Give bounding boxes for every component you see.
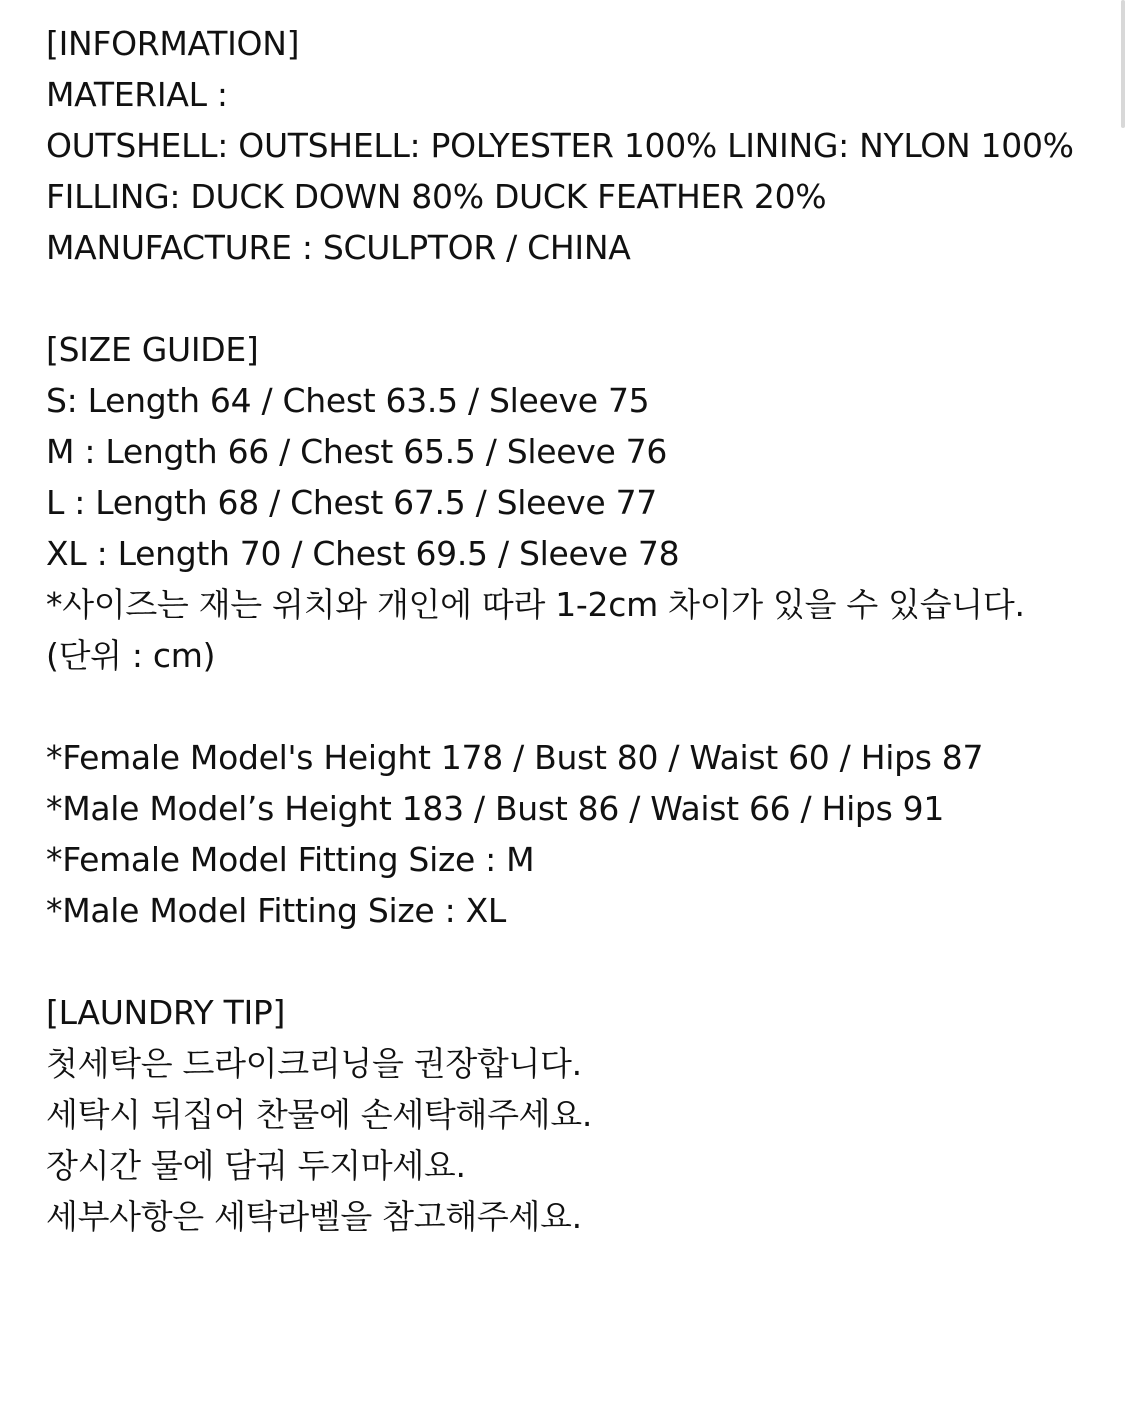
material-label: MATERIAL : xyxy=(46,75,228,114)
size-guide-section xyxy=(46,324,1086,681)
size-row-l: L : Length 68 / Chest 67.5 / Sleeve 77 xyxy=(46,483,657,522)
manufacture-line: MANUFACTURE : SCULPTOR / CHINA xyxy=(46,228,631,267)
laundry-section xyxy=(46,987,1086,1242)
size-note: *사이즈는 재는 위치와 개인에 따라 1-2cm 차이가 있을 수 있습니다. (단위 : cm) xyxy=(46,585,1025,675)
size-row-m: M : Length 66 / Chest 65.5 / Sleeve 76 xyxy=(46,432,668,471)
scrollbar[interactable] xyxy=(1121,0,1125,128)
male-model-fitting-size: *Male Model Fitting Size : XL xyxy=(46,891,507,930)
laundry-heading: [LAUNDRY TIP] xyxy=(46,993,286,1032)
female-model-fitting-size: *Female Model Fitting Size : M xyxy=(46,840,535,879)
laundry-tip: 장시간 물에 담궈 두지마세요. xyxy=(46,1146,466,1185)
outshell-line: OUTSHELL: OUTSHELL: POLYESTER 100% LINING: NYLON 100% xyxy=(46,126,1074,165)
model-info-section xyxy=(46,732,1086,936)
filling-line: FILLING: DUCK DOWN 80% DUCK FEATHER 20% xyxy=(46,177,827,216)
size-row-xl: XL : Length 70 / Chest 69.5 / Sleeve 78 xyxy=(46,534,680,573)
size-row-s: S: Length 64 / Chest 63.5 / Sleeve 75 xyxy=(46,381,650,420)
male-model-measurements: *Male Model’s Height 183 / Bust 86 / Waist 66 / Hips 91 xyxy=(46,789,945,828)
information-section xyxy=(46,18,1086,273)
size-guide-heading: [SIZE GUIDE] xyxy=(46,330,259,369)
section-spacer xyxy=(46,273,1086,324)
laundry-tip: 세탁시 뒤집어 찬물에 손세탁해주세요. xyxy=(46,1095,593,1134)
product-info-text xyxy=(46,18,1086,1242)
female-model-measurements: *Female Model's Height 178 / Bust 80 / Waist 60 / Hips 87 xyxy=(46,738,984,777)
section-spacer xyxy=(46,681,1086,732)
laundry-tip: 세부사항은 세탁라벨을 참고해주세요. xyxy=(46,1197,582,1236)
laundry-tip: 첫세탁은 드라이크리닝을 권장합니다. xyxy=(46,1044,582,1083)
section-spacer xyxy=(46,936,1086,987)
information-heading: [INFORMATION] xyxy=(46,24,300,63)
